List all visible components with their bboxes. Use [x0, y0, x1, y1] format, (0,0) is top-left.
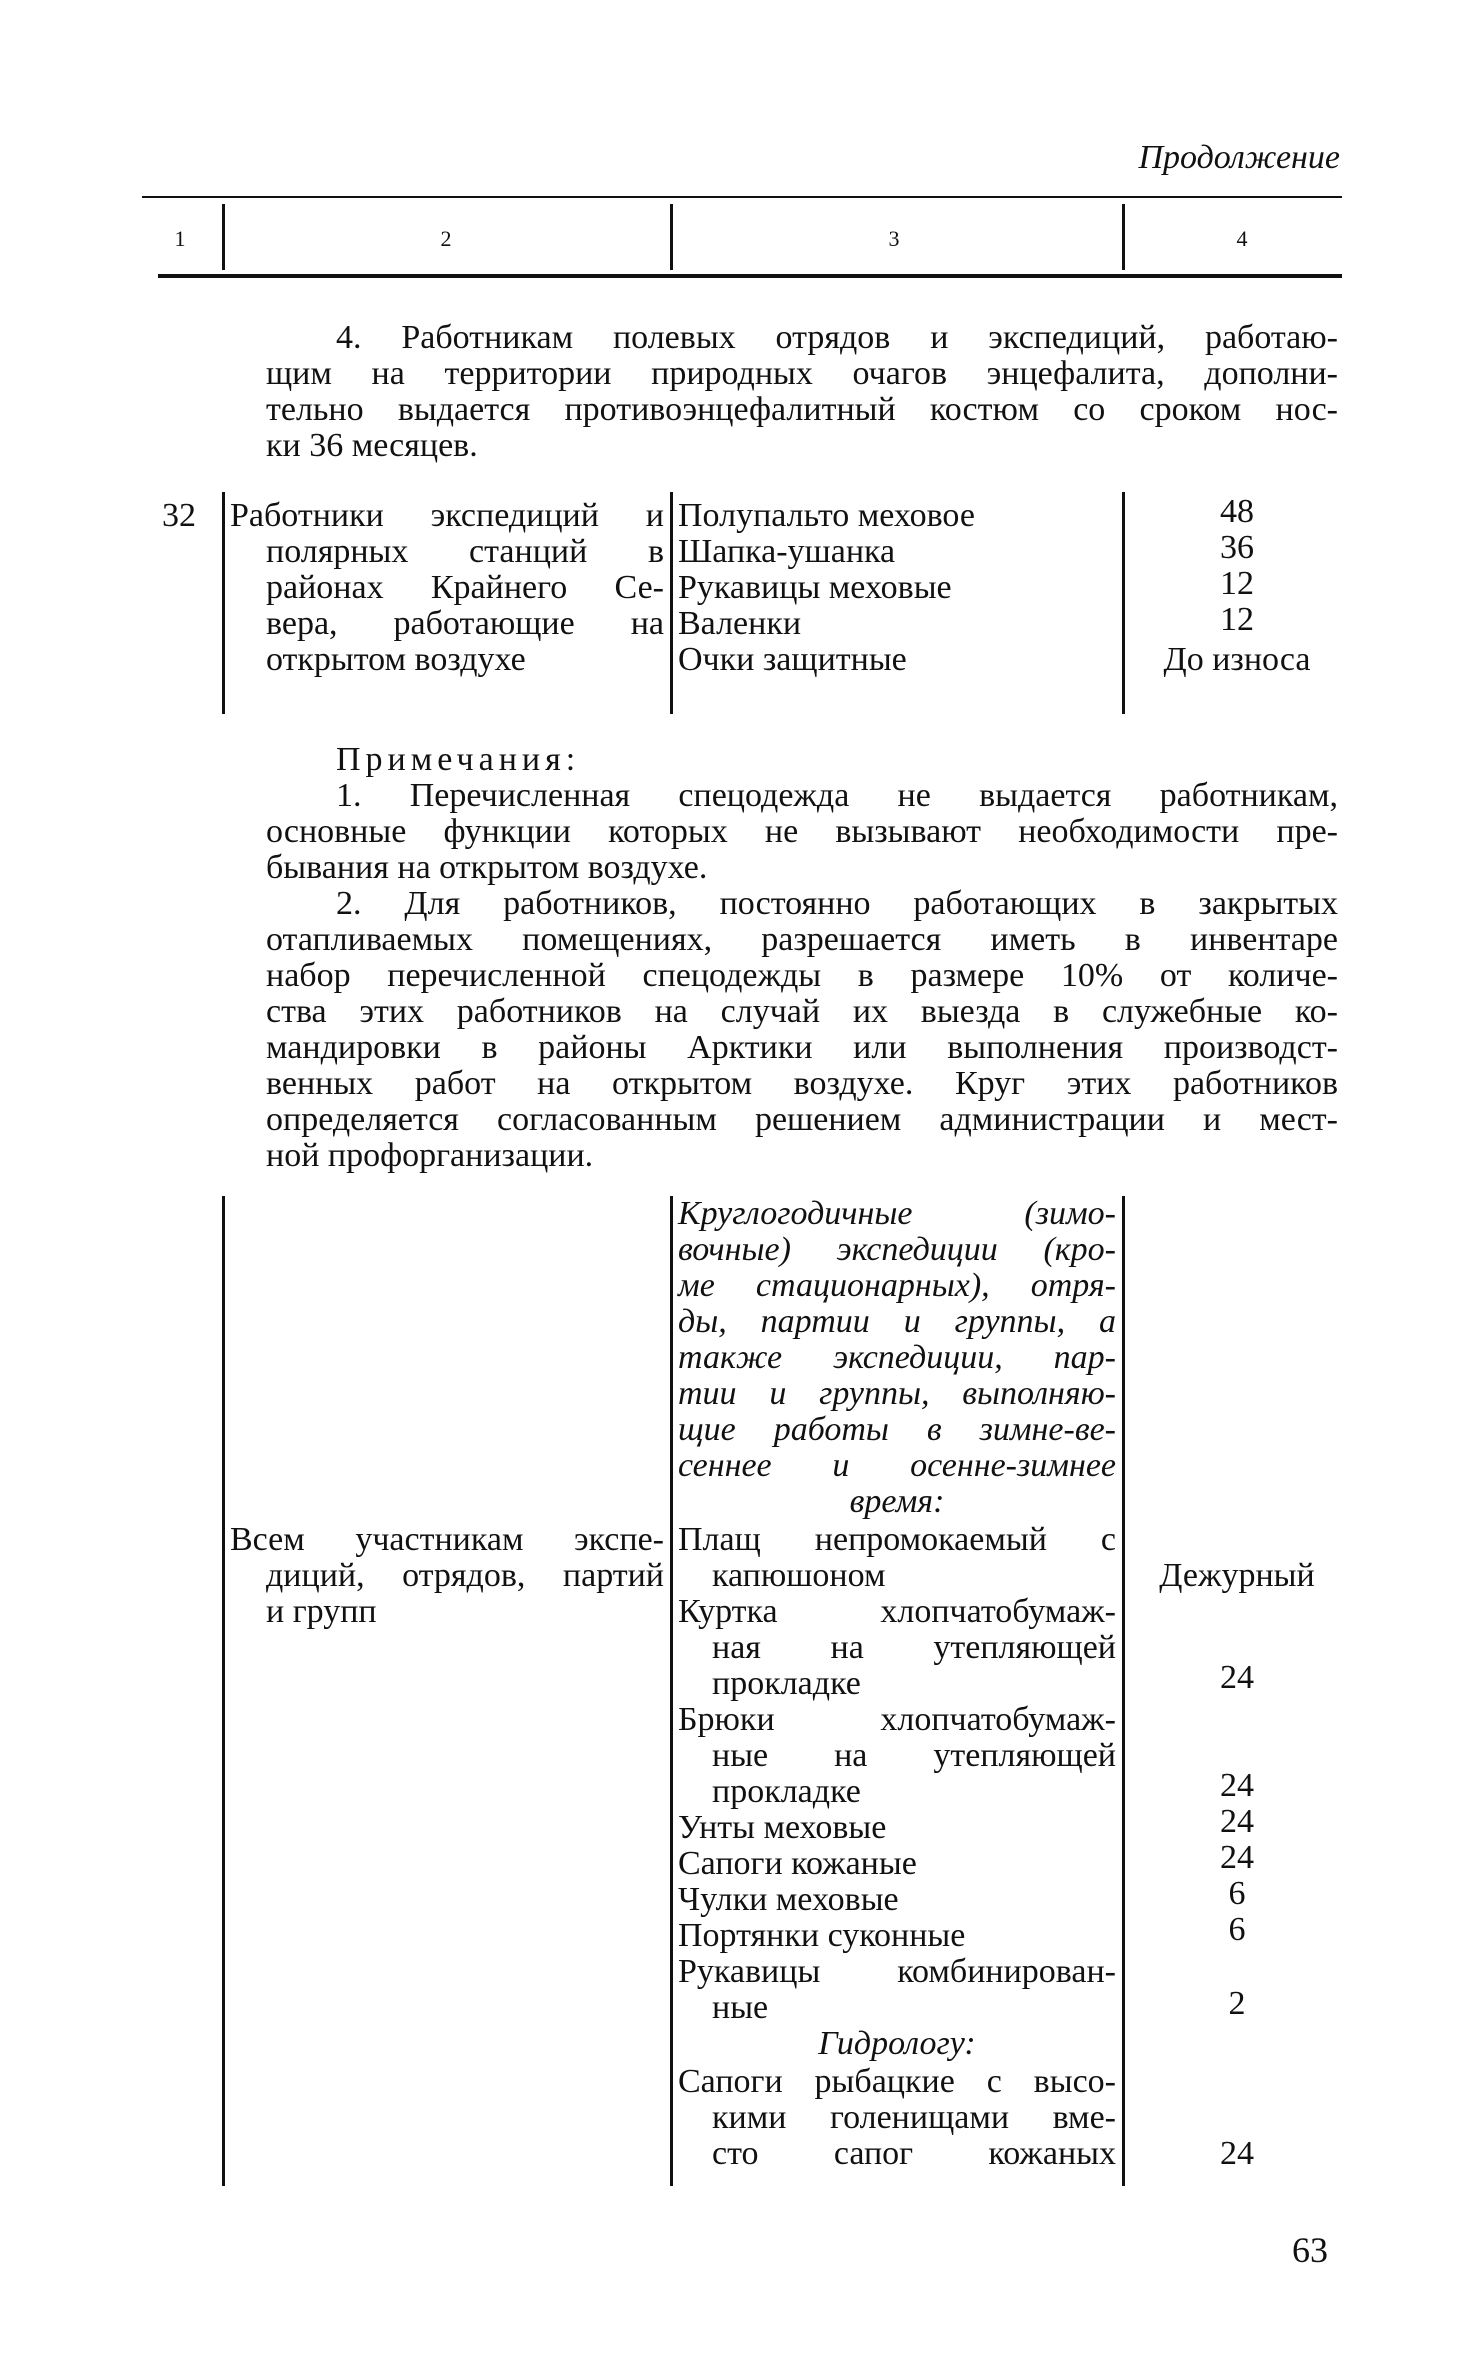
row32-divider-1: [222, 492, 225, 714]
row32-item: Очки защитные: [678, 641, 907, 678]
row32-term: 12: [1220, 565, 1254, 602]
header-divider-1: [222, 204, 225, 270]
item-line: прокладке: [712, 1665, 861, 1702]
row32-profession-line: Работники экспедиций и: [230, 497, 664, 534]
note-4-line: щим на территории природных очагов энцефалита, дополни-: [266, 355, 1338, 392]
notes-line: ной профорганизации.: [266, 1137, 594, 1174]
hydrologist-item-line: сто сапог кожаных: [712, 2135, 1116, 2172]
row32-divider-3: [1122, 492, 1125, 714]
row32-profession-line: полярных станций в: [266, 533, 664, 570]
hydrologist-item-line: Сапоги рыбацкие с высо-: [678, 2063, 1116, 2100]
notes-line: ства этих работников на случай их выезда в служебные ко-: [266, 993, 1338, 1030]
subhead-line: щие работы в зимне-ве-: [678, 1411, 1116, 1448]
profession-line: Всем участникам экспе-: [230, 1521, 664, 1558]
row-divider-1: [222, 1196, 225, 2186]
notes-line: набор перечисленной спецодежды в размере 10% от количе-: [266, 957, 1338, 994]
continuation-label: Продолжение: [1138, 139, 1340, 176]
notes-line: отапливаемых помещениях, разрешается иметь в инвентаре: [266, 921, 1338, 958]
subhead-line: ды, партии и группы, а: [678, 1303, 1116, 1340]
header-divider-2: [670, 204, 673, 270]
page-number: 63: [1292, 2230, 1328, 2270]
item-line: Куртка хлопчатобумаж-: [678, 1593, 1116, 1630]
row-divider-2: [670, 1196, 673, 2186]
item-line: Чулки меховые: [678, 1881, 899, 1918]
row32-divider-2: [670, 492, 673, 714]
note-4-line: ки 36 месяцев.: [266, 427, 478, 464]
header-col-1: 1: [174, 226, 186, 251]
row32-term: 12: [1220, 601, 1254, 638]
subhead-line: Круглогодичные (зимо-: [678, 1195, 1116, 1232]
notes-line: венных работ на открытом воздухе. Круг этих работников: [266, 1065, 1338, 1102]
notes-line: 1. Перечисленная спецодежда не выдается работникам,: [336, 777, 1338, 814]
header-col-2: 2: [440, 226, 452, 251]
item-line: прокладке: [712, 1773, 861, 1810]
row32-term: До износа: [1163, 641, 1311, 678]
row32-item: Шапка-ушанка: [678, 533, 896, 570]
row32-term: 48: [1220, 493, 1254, 530]
item-line: Портянки суконные: [678, 1917, 966, 1954]
subhead-line: вочные) экспедиции (кро-: [678, 1231, 1116, 1268]
item-line: Плащ непромокаемый с: [678, 1521, 1116, 1558]
profession-line: и групп: [266, 1593, 377, 1630]
header-bottom-rule: [158, 274, 1342, 278]
header-divider-3: [1122, 204, 1125, 270]
note-4-line: тельно выдается противоэнцефалитный костюм со сроком нос-: [266, 391, 1338, 428]
item-line: ные: [712, 1989, 769, 2026]
hydrologist-item-line: кими голенищами вме-: [712, 2099, 1116, 2136]
hydrologist-title: Гидрологу:: [818, 2025, 976, 2062]
subhead-line: сеннее и осенне-зимнее: [678, 1447, 1116, 1484]
row32-profession-line: вера, работающие на: [266, 605, 664, 642]
subhead-line: также экспедиции, пар-: [678, 1339, 1116, 1376]
notes-line: бывания на открытом воздухе.: [266, 849, 708, 886]
term-value: 2: [1228, 1985, 1246, 2022]
row32-profession-line: открытом воздухе: [266, 641, 526, 678]
subhead-line: ме стационарных), отря-: [678, 1267, 1116, 1304]
notes-line: мандировки в районы Арктики или выполнения производст-: [266, 1029, 1338, 1066]
hydrologist-term: 24: [1220, 2135, 1254, 2172]
header-col-4: 4: [1236, 226, 1248, 251]
term-value: 24: [1220, 1839, 1254, 1876]
notes-line: 2. Для работников, постоянно работающих в закрытых: [336, 885, 1338, 922]
term-value: Дежурный: [1159, 1557, 1315, 1594]
row32-item: Рукавицы меховые: [678, 569, 952, 606]
profession-line: диций, отрядов, партий: [266, 1557, 664, 1594]
row32-item: Полупальто меховое: [678, 497, 975, 534]
row32-item: Валенки: [678, 605, 802, 642]
header-col-3: 3: [888, 226, 900, 251]
term-value: 24: [1220, 1659, 1254, 1696]
notes-title: Примечания:: [336, 741, 581, 778]
row-divider-3: [1122, 1196, 1125, 2186]
item-line: ные на утепляющей: [712, 1737, 1116, 1774]
term-value: 24: [1220, 1767, 1254, 1804]
term-value: 24: [1220, 1803, 1254, 1840]
item-line: капюшоном: [712, 1557, 886, 1594]
notes-line: основные функции которых не вызывают необходимости пре-: [266, 813, 1338, 850]
row32-number: 32: [162, 497, 196, 534]
item-line: Сапоги кожаные: [678, 1845, 917, 1882]
item-line: Унты меховые: [678, 1809, 887, 1846]
row32-profession-line: районах Крайнего Се-: [266, 569, 664, 606]
subhead-line: тии и группы, выполняю-: [678, 1375, 1116, 1412]
item-line: ная на утепляющей: [712, 1629, 1116, 1666]
notes-line: определяется согласованным решением администрации и мест-: [266, 1101, 1338, 1138]
note-4-line: 4. Работникам полевых отрядов и экспедиций, работаю-: [336, 319, 1338, 356]
subhead-line: время:: [849, 1483, 945, 1520]
item-line: Рукавицы комбинирован-: [678, 1953, 1116, 1990]
row32-term: 36: [1220, 529, 1254, 566]
header-top-rule: [142, 196, 1342, 198]
term-value: 6: [1228, 1875, 1246, 1912]
term-value: 6: [1228, 1911, 1246, 1948]
item-line: Брюки хлопчатобумаж-: [678, 1701, 1116, 1738]
